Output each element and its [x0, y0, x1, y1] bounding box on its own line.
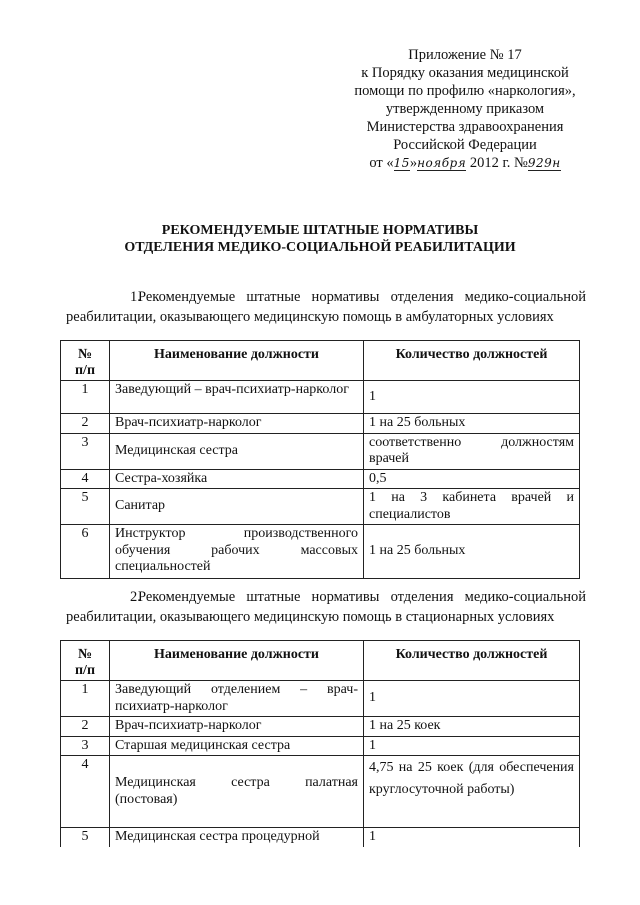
section-1-heading — [66, 287, 586, 327]
section-text: Рекомендуемые штатные нормативы отделения медико-социальной — [138, 589, 586, 605]
handwritten-order-number: 929н — [527, 156, 561, 170]
table-row: 6 Инструктор производственного обучения рабочих массовых специальностей 1 на 25 больных — [61, 525, 580, 579]
header-number: № п/п — [61, 341, 110, 381]
table-row: 1 Заведующий отделением – врач-психиатр-нарколог 1 — [61, 681, 580, 717]
section-text: реабилитации, оказывающего медицинскую помощь в стационарных условиях — [66, 609, 555, 625]
section-text: Рекомендуемые штатные нормативы отделения медико-социальной — [138, 289, 586, 305]
table-row: 4 Медицинская сестра палатная (постовая) 4,75 на 25 коек (для обеспечения круглосуточной работы) — [61, 756, 580, 828]
annex-header — [330, 46, 600, 172]
date-mid: » — [409, 155, 418, 171]
annex-line: Министерства здравоохранения — [366, 119, 564, 135]
table-row: 4 Сестра-хозяйка 0,5 — [61, 469, 580, 489]
section-number: 2. — [130, 589, 141, 605]
document-title — [0, 222, 640, 256]
annex-line: Приложение № 17 — [408, 47, 522, 63]
title-line: РЕКОМЕНДУЕМЫЕ ШТАТНЫЕ НОРМАТИВЫ — [161, 223, 479, 238]
table-row: 2 Врач-психиатр-нарколог 1 на 25 коек — [61, 717, 580, 737]
annex-line: помощи по профилю «наркология», — [354, 83, 576, 99]
annex-line: утвержденному приказом — [385, 101, 545, 117]
order-date-line — [330, 154, 600, 172]
section-2-heading — [66, 587, 586, 627]
date-year: 2012 г. № — [466, 155, 528, 171]
table-row: 5 Медицинская сестра процедурной 1 — [61, 828, 580, 847]
section-text: реабилитации, оказывающего медицинскую помощь в амбулаторных условиях — [66, 309, 554, 325]
table-header-row — [61, 641, 580, 681]
handwritten-month: ноября — [417, 156, 467, 170]
table-row: 1 Заведующий – врач-психиатр-нарколог 1 — [61, 381, 580, 414]
header-count: Количество должностей — [364, 341, 580, 381]
annex-line: Российской Федерации — [393, 137, 537, 153]
table-row: 3 Старшая медицинская сестра 1 — [61, 736, 580, 756]
table-header-row — [61, 341, 580, 381]
header-position: Наименование должности — [110, 341, 364, 381]
title-line: ОТДЕЛЕНИЯ МЕДИКО-СОЦИАЛЬНОЙ РЕАБИЛИТАЦИИ — [124, 240, 516, 255]
header-number: № п/п — [61, 641, 110, 681]
table-row: 3 Медицинская сестра соответственно должностям врачей — [61, 433, 580, 469]
staff-table-inpatient — [60, 640, 580, 847]
table-row: 2 Врач-психиатр-нарколог 1 на 25 больных — [61, 414, 580, 434]
header-count: Количество должностей — [364, 641, 580, 681]
section-number: 1. — [130, 289, 141, 305]
table-row: 5 Санитар 1 на 3 кабинета врачей и специалистов — [61, 489, 580, 525]
handwritten-day: 15 — [393, 156, 410, 170]
staff-table-outpatient — [60, 340, 580, 579]
date-prefix: от « — [369, 155, 394, 171]
annex-line: к Порядку оказания медицинской — [361, 65, 569, 81]
header-position: Наименование должности — [110, 641, 364, 681]
